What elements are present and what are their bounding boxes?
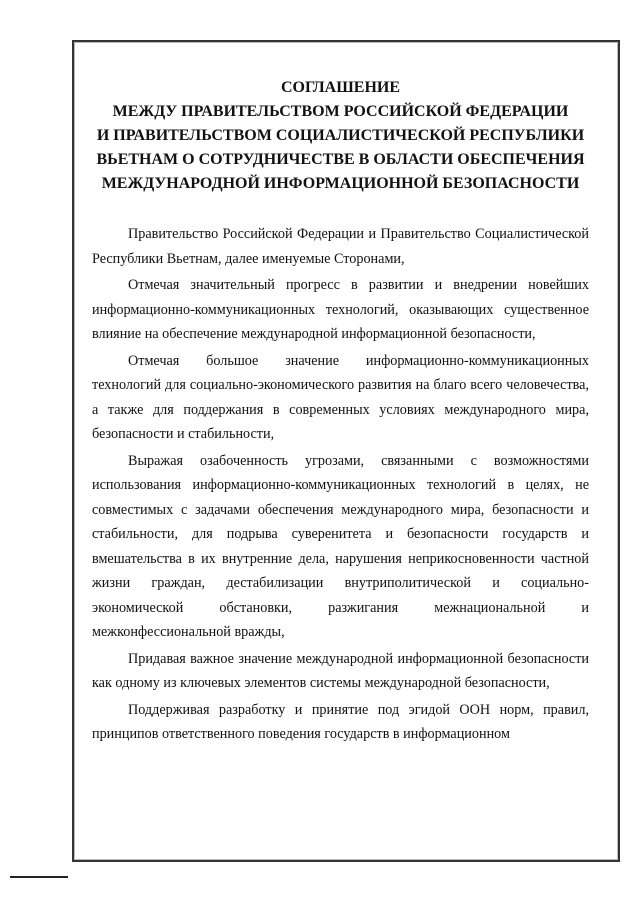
document-body bbox=[92, 76, 589, 749]
title-line: МЕЖДУНАРОДНОЙ ИНФОРМАЦИОННОЙ БЕЗОПАСНОСТИ bbox=[101, 175, 580, 192]
title-line: ВЬЕТНАМ О СОТРУДНИЧЕСТВЕ В ОБЛАСТИ ОБЕСПЕЧЕНИЯ bbox=[96, 151, 585, 168]
title-line: СОГЛАШЕНИЕ bbox=[280, 79, 401, 96]
page-edge-mark bbox=[10, 876, 68, 878]
title-line: МЕЖДУ ПРАВИТЕЛЬСТВОМ РОССИЙСКОЙ ФЕДЕРАЦИИ bbox=[112, 103, 569, 120]
preamble-security: Придавая важное значение международной информационной безопасности как одному из ключевых элементов системы международной безопасности, bbox=[92, 650, 589, 691]
title-line: И ПРАВИТЕЛЬСТВОМ СОЦИАЛИСТИЧЕСКОЙ РЕСПУБЛИКИ bbox=[96, 127, 585, 144]
preamble-parties: Правительство Российской Федерации и Правительство Социалистической Республики Вьетнам, далее именуемые Сторонами, bbox=[92, 226, 589, 267]
preamble-importance: Отмечая большое значение информационно-коммуникационных технологий для социально-экономического развития на благо всего человечества, а также для поддержания в современных условиях международного мира, безопасности и стабильности, bbox=[92, 352, 589, 442]
document-title bbox=[92, 76, 589, 196]
preamble-progress: Отмечая значительный прогресс в развитии и внедрении новейших информационно-коммуникационных технологий, оказывающих существенное влияние на обеспечение международной информационной безопасности, bbox=[92, 277, 589, 342]
preamble-un-norms: Поддерживая разработку и принятие под эгидой ООН норм, правил, принципов ответственного поведения государств в информационном bbox=[92, 701, 589, 742]
preamble-concern: Выражая озабоченность угрозами, связанными с возможностями использования информационно-коммуникационных технологий в целях, не совместимых с задачами обеспечения международного мира, безопасности и стабильности, для подрыва суверенитета и безопасности государств и вмешательства в их внутренние дела, нарушения неприкосновенности частной жизни граждан, дестабилизации внутриполитической и социально-экономической обстановки, разжигания межнациональной и межконфессиональной вражды, bbox=[92, 452, 589, 640]
